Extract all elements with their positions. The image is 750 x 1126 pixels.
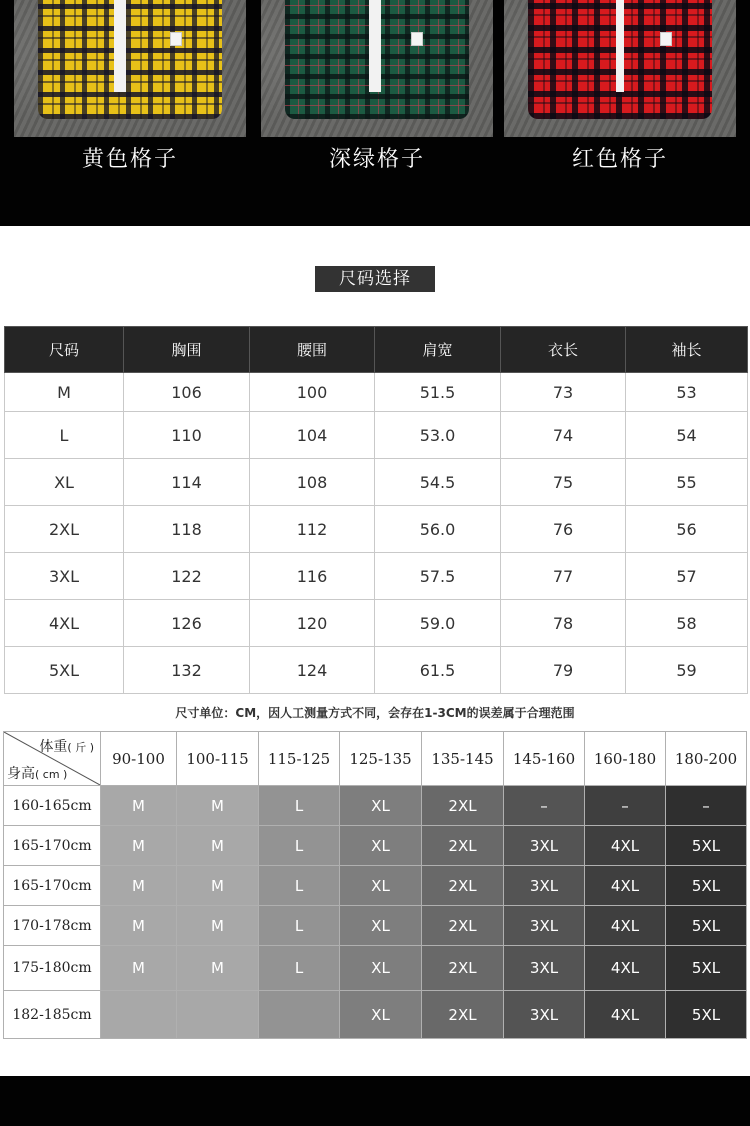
- cell-size: M: [5, 373, 124, 412]
- cell-length: 78: [501, 600, 626, 647]
- cell-shoulder: 59.0: [375, 600, 501, 647]
- size-cell: XL: [340, 991, 422, 1039]
- size-cell: M: [177, 906, 259, 946]
- size-chart-header-row: [5, 327, 748, 373]
- size-cell: –: [666, 786, 747, 826]
- size-cell: 4XL: [585, 906, 666, 946]
- weight-range-header: 135-145: [422, 732, 504, 786]
- header-length: 衣长: [501, 327, 626, 373]
- size-cell: 3XL: [504, 991, 585, 1039]
- size-cell: XL: [340, 786, 422, 826]
- table-row: [4, 991, 747, 1039]
- yellow-plaid-image[interactable]: [14, 0, 246, 137]
- green-plaid-image[interactable]: [261, 0, 493, 137]
- cell-shoulder: 57.5: [375, 553, 501, 600]
- measurement-note: 尺寸单位：CM，因人工测量方式不同，会存在1-3CM的误差属于合理范围: [175, 706, 575, 720]
- color-label-red: 红色格子: [571, 147, 668, 172]
- cell-shoulder: 54.5: [375, 459, 501, 506]
- cell-shoulder: 53.0: [375, 412, 501, 459]
- size-recommendation-table: [3, 731, 747, 1039]
- cell-size: L: [5, 412, 124, 459]
- size-cell: 5XL: [666, 826, 747, 866]
- size-cell: 4XL: [585, 826, 666, 866]
- size-cell: 2XL: [422, 826, 504, 866]
- size-cell: M: [101, 906, 177, 946]
- header-waist: 腰围: [250, 327, 375, 373]
- corner-weight-label: 体重( 斤 ): [39, 739, 94, 755]
- cell-chest: 132: [124, 647, 250, 694]
- weight-range-header: 145-160: [504, 732, 585, 786]
- size-cell: 4XL: [585, 866, 666, 906]
- size-cell: L: [259, 946, 340, 991]
- table-corner: [4, 732, 101, 786]
- cell-chest: 118: [124, 506, 250, 553]
- size-cell: XL: [340, 946, 422, 991]
- size-chart-table: [4, 326, 748, 694]
- cell-chest: 126: [124, 600, 250, 647]
- weight-range-header: 160-180: [585, 732, 666, 786]
- weight-range-header: 180-200: [666, 732, 747, 786]
- size-cell: M: [177, 946, 259, 991]
- size-cell: L: [259, 786, 340, 826]
- table-row: [4, 946, 747, 991]
- cell-size: 3XL: [5, 553, 124, 600]
- cell-shoulder: 51.5: [375, 373, 501, 412]
- cell-size: XL: [5, 459, 124, 506]
- cell-length: 77: [501, 553, 626, 600]
- footer-bar: [0, 1076, 750, 1126]
- cell-sleeve: 56: [626, 506, 748, 553]
- size-cell: 5XL: [666, 991, 747, 1039]
- cell-length: 73: [501, 373, 626, 412]
- weight-header-row: [4, 732, 747, 786]
- size-cell: M: [177, 786, 259, 826]
- cell-sleeve: 53: [626, 373, 748, 412]
- size-cell: L: [259, 826, 340, 866]
- size-cell: M: [101, 866, 177, 906]
- size-cell: 2XL: [422, 946, 504, 991]
- table-row: [5, 647, 748, 694]
- size-cell: [101, 991, 177, 1039]
- header-shoulder: 肩宽: [375, 327, 501, 373]
- cell-waist: 120: [250, 600, 375, 647]
- table-row: [5, 373, 748, 412]
- cell-chest: 114: [124, 459, 250, 506]
- table-row: [5, 412, 748, 459]
- header-sleeve: 袖长: [626, 327, 748, 373]
- weight-range-header: 90-100: [101, 732, 177, 786]
- height-range-label: 165-170cm: [4, 826, 101, 866]
- size-cell: 3XL: [504, 946, 585, 991]
- size-cell: [177, 991, 259, 1039]
- color-label-yellow: 黄色格子: [81, 147, 178, 172]
- size-cell: –: [585, 786, 666, 826]
- size-cell: M: [177, 866, 259, 906]
- size-cell: M: [101, 826, 177, 866]
- table-row: [5, 506, 748, 553]
- size-cell: 4XL: [585, 991, 666, 1039]
- size-cell: M: [177, 826, 259, 866]
- size-cell: 3XL: [504, 906, 585, 946]
- height-range-label: 160-165cm: [4, 786, 101, 826]
- size-cell: 2XL: [422, 906, 504, 946]
- size-cell: 2XL: [422, 866, 504, 906]
- size-cell: [259, 991, 340, 1039]
- cell-waist: 100: [250, 373, 375, 412]
- size-cell: 3XL: [504, 826, 585, 866]
- cell-chest: 122: [124, 553, 250, 600]
- size-cell: L: [259, 866, 340, 906]
- table-row: [5, 600, 748, 647]
- height-range-label: 170-178cm: [4, 906, 101, 946]
- table-row: [4, 906, 747, 946]
- size-cell: 5XL: [666, 906, 747, 946]
- cell-length: 76: [501, 506, 626, 553]
- cell-size: 4XL: [5, 600, 124, 647]
- size-cell: 2XL: [422, 786, 504, 826]
- color-banner: [0, 0, 750, 226]
- cell-length: 74: [501, 412, 626, 459]
- size-cell: 4XL: [585, 946, 666, 991]
- cell-waist: 124: [250, 647, 375, 694]
- cell-size: 5XL: [5, 647, 124, 694]
- table-row: [4, 826, 747, 866]
- cell-chest: 106: [124, 373, 250, 412]
- cell-length: 79: [501, 647, 626, 694]
- size-cell: 3XL: [504, 866, 585, 906]
- size-cell: 5XL: [666, 866, 747, 906]
- size-cell: XL: [340, 866, 422, 906]
- size-cell: M: [101, 946, 177, 991]
- table-row: [4, 786, 747, 826]
- cell-length: 75: [501, 459, 626, 506]
- cell-waist: 112: [250, 506, 375, 553]
- height-range-label: 175-180cm: [4, 946, 101, 991]
- height-range-label: 182-185cm: [4, 991, 101, 1039]
- cell-waist: 108: [250, 459, 375, 506]
- table-row: [5, 459, 748, 506]
- cell-sleeve: 54: [626, 412, 748, 459]
- cell-waist: 104: [250, 412, 375, 459]
- cell-sleeve: 59: [626, 647, 748, 694]
- table-row: [4, 866, 747, 906]
- size-cell: L: [259, 906, 340, 946]
- cell-sleeve: 57: [626, 553, 748, 600]
- red-plaid-image[interactable]: [504, 0, 736, 137]
- header-chest: 胸围: [124, 327, 250, 373]
- cell-chest: 110: [124, 412, 250, 459]
- height-range-label: 165-170cm: [4, 866, 101, 906]
- cell-sleeve: 58: [626, 600, 748, 647]
- size-cell: XL: [340, 906, 422, 946]
- weight-range-header: 125-135: [340, 732, 422, 786]
- size-cell: XL: [340, 826, 422, 866]
- weight-range-header: 100-115: [177, 732, 259, 786]
- size-cell: 5XL: [666, 946, 747, 991]
- cell-shoulder: 56.0: [375, 506, 501, 553]
- cell-waist: 116: [250, 553, 375, 600]
- section-title: 尺码选择: [315, 266, 435, 292]
- cell-sleeve: 55: [626, 459, 748, 506]
- color-label-green: 深绿格子: [328, 147, 425, 172]
- size-cell: 2XL: [422, 991, 504, 1039]
- cell-size: 2XL: [5, 506, 124, 553]
- cell-shoulder: 61.5: [375, 647, 501, 694]
- header-size: 尺码: [5, 327, 124, 373]
- weight-range-header: 115-125: [259, 732, 340, 786]
- size-cell: –: [504, 786, 585, 826]
- table-row: [5, 553, 748, 600]
- size-cell: M: [101, 786, 177, 826]
- corner-height-label: 身高( cm ): [7, 766, 68, 782]
